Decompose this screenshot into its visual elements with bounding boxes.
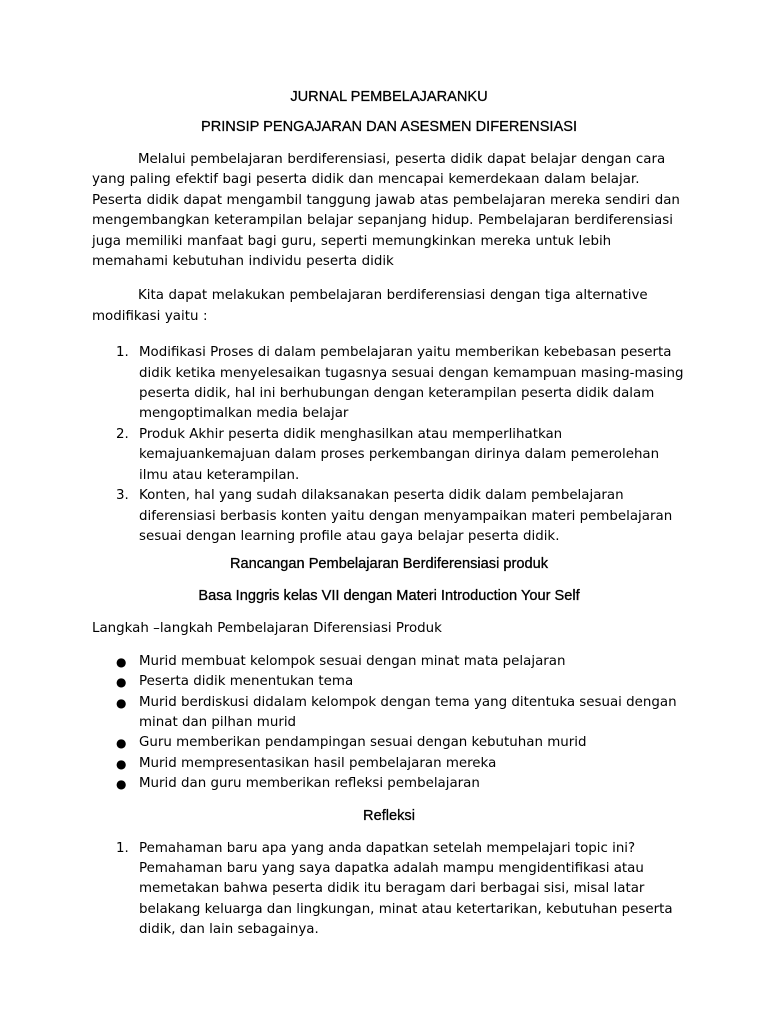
bullet-icon: ●	[116, 695, 127, 710]
list-item	[92, 839, 686, 941]
bullet-icon: ●	[116, 654, 127, 669]
document-title: JURNAL PEMBELAJARANKU	[290, 89, 488, 105]
section-heading-refleksi: Refleksi	[363, 807, 415, 824]
list-item-number: 3.	[116, 488, 129, 504]
list-item-text: Murid berdiskusi didalam kelompok dengan tema yang ditentuka sesuai dengan minat dan pilhan murid	[139, 694, 677, 730]
list-item-text: Murid dan guru memberikan refleksi pembelajaran	[139, 776, 480, 792]
list-item	[92, 672, 686, 692]
list-item-text: Konten, hal yang sudah dilaksanakan peserta didik dalam pembelajaran diferensiasi berbasis konten yaitu dengan menyampaikan materi pembelajaran sesuai dengan learning profile atau gaya belajar peserta didik.	[139, 488, 673, 544]
list-item	[92, 754, 686, 774]
bullet-icon: ●	[116, 756, 127, 771]
document-page	[92, 88, 686, 941]
list-item	[92, 425, 686, 486]
list-item	[92, 486, 686, 547]
bullet-icon: ●	[116, 736, 127, 751]
list-item	[92, 774, 686, 794]
document-subtitle: PRINSIP PENGAJARAN DAN ASESMEN DIFERENSIASI	[200, 119, 578, 135]
list-item-number: 1.	[116, 345, 129, 361]
list-item	[92, 652, 686, 672]
list-item-number: 1.	[116, 840, 129, 856]
bullet-icon: ●	[116, 777, 127, 792]
section-heading-materi: Basa Inggris kelas VII dengan Materi Introduction Your Self	[198, 588, 580, 605]
list-item-text: Pemahaman baru apa yang anda dapatkan setelah mempelajari topic ini? Pemahaman baru yang saya dapatka adalah mampu mengidentifikasi atau memetakan bahwa peserta didik itu beragam dari berbagai sisi, misal latar belakang keluarga dan lingkungan, minat atau ketertarikan, kebutuhan peserta didik, dan lain sebagainya.	[139, 840, 673, 938]
list-item-text: Murid mempresentasikan hasil pembelajaran mereka	[139, 755, 497, 771]
steps-intro: Langkah –langkah Pembelajaran Diferensiasi Produk	[92, 621, 442, 637]
section-heading-rancangan: Rancangan Pembelajaran Berdiferensiasi produk	[229, 556, 548, 573]
list-item-text: Modifikasi Proses di dalam pembelajaran yaitu memberikan kebebasan peserta didik ketika menyelesaikan tugasnya sesuai dengan kemampuan masing-masing peserta didik, hal ini berhubungan dengan keterampilan peserta didik dalam mengoptimalkan media belajar	[139, 345, 684, 422]
list-item	[92, 733, 686, 753]
list-item-number: 2.	[116, 426, 129, 442]
steps-list	[92, 652, 686, 795]
bullet-icon: ●	[116, 675, 127, 690]
list-item-text: Produk Akhir peserta didik menghasilkan atau memperlihatkan kemajuankemajuan dalam proses perkembangan dirinya dalam pemerolehan ilmu atau keterampilan.	[139, 426, 660, 483]
list-item	[92, 693, 686, 734]
modification-list	[92, 343, 686, 547]
reflection-list	[92, 839, 686, 941]
list-item-text: Guru memberikan pendampingan sesuai dengan kebutuhan murid	[139, 735, 587, 751]
list-item-text: Murid membuat kelompok sesuai dengan minat mata pelajaran	[139, 653, 566, 669]
modification-intro-paragraph: Kita dapat melakukan pembelajaran berdiferensiasi dengan tiga alternative modifikasi yaitu :	[92, 288, 648, 324]
list-item-text: Peserta didik menentukan tema	[139, 674, 354, 690]
intro-paragraph: Melalui pembelajaran berdiferensiasi, peserta didik dapat belajar dengan cara yang paling efektif bagi peserta didik dan mencapai kemerdekaan dalam belajar. Peserta didik dapat mengambil tanggung jawab atas pembelajaran mereka sendiri dan mengembangkan keterampilan belajar sepanjang hidup. Pembelajaran berdiferensiasi juga memiliki manfaat bagi guru, seperti memungkinkan mereka untuk lebih memahami kebutuhan individu peserta didik	[92, 152, 680, 270]
list-item	[92, 343, 686, 425]
